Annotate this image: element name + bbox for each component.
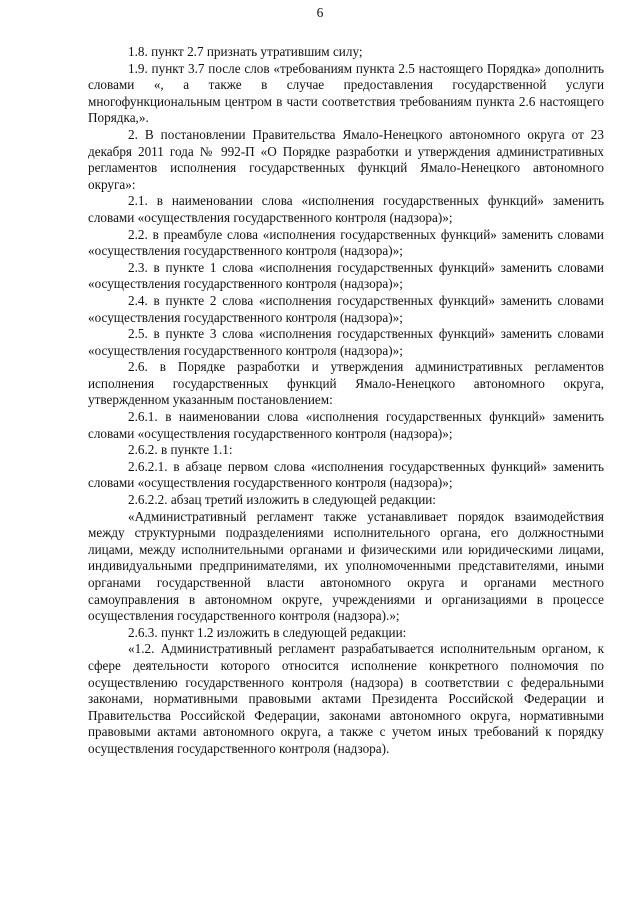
- paragraph-2-6-1: 2.6.1. в наименовании слова «исполнения государственных функций» заменить словами «осуществления государственного контроля (надзора)»;: [88, 409, 604, 441]
- paragraph-2-4: 2.4. в пункте 2 слова «исполнения государственных функций» заменить словами «осуществления государственного контроля (надзора)»;: [88, 292, 604, 325]
- paragraph-2: 2. В постановлении Правительства Ямало-Ненецкого автономного округа от 23 декабря 2011 года № 992-П «О Порядке разработки и утверждения административных регламентов исполнения государственных функций Ямало-Ненецкого автономного округа»:: [88, 126, 604, 192]
- paragraph-2-6-2-1: 2.6.2.1. в абзаце первом слова «исполнения государственных функций» заменить словами «осуществления государственного контроля (надзора)»;: [88, 458, 604, 491]
- paragraph-2-2: 2.2. в преамбуле слова «исполнения государственных функций» заменить словами «осуществления государственного контроля (надзора)»;: [88, 226, 604, 259]
- quoted-paragraph-administrative-regulation: «Административный регламент также устанавливает порядок взаимодействия между структурными подразделениями исполнительного органа, его должностными лицами, между исполнительными органами и физическими или юридическими лицами, индивидуальными предпринимателями, их уполномоченными представителями, иными органами государственной власти автономного округа и органами местного самоуправления в автономном округе, учреждениями и организациями в процессе осуществления государственного контроля (надзора).»;: [88, 508, 604, 624]
- paragraph-2-5: 2.5. в пункте 3 слова «исполнения государственных функций» заменить словами «осуществления государственного контроля (надзора)»;: [88, 326, 604, 358]
- paragraph-2-1: 2.1. в наименовании слова «исполнения государственных функций» заменить словами «осуществления государственного контроля (надзора)»;: [88, 193, 604, 225]
- page-number: 6: [316, 5, 324, 20]
- paragraph-2-6: 2.6. в Порядке разработки и утверждения административных регламентов исполнения государственных функций Ямало-Ненецкого автономного округа, утвержденном указанным постановлением:: [88, 359, 604, 408]
- paragraph-2-3: 2.3. в пункте 1 слова «исполнения государственных функций» заменить словами «осуществления государственного контроля (надзора)»;: [88, 259, 604, 292]
- document-body: [88, 44, 604, 758]
- quoted-paragraph-1-2: «1.2. Административный регламент разрабатывается исполнительным органом, к сфере деятельности которого относится исполнение конкретного полномочия по осуществлению государственного контроля (надзора) в соответствии с федеральными законами, нормативными правовыми актами Президента Российской Федерации и Правительства Российской Федерации, законами автономного округа, нормативными правовыми актами автономного округа, а также с учетом иных требований к порядку осуществления государственного контроля (надзора).: [88, 641, 604, 756]
- paragraph-2-6-3: 2.6.3. пункт 1.2 изложить в следующей редакции:: [128, 624, 407, 640]
- paragraph-1-9: 1.9. пункт 3.7 после слов «требованиям пункта 2.5 настоящего Порядка» дополнить словами «, а также в случае предоставления государственной услуги многофункциональным центром в части соответствия требованиям пункта 2.6 настоящего Порядка,».: [88, 60, 604, 126]
- paragraph-2-6-2: 2.6.2. в пункте 1.1:: [128, 442, 233, 458]
- paragraph-1-8: 1.8. пункт 2.7 признать утратившим силу;: [128, 44, 363, 59]
- paragraph-2-6-2-2: 2.6.2.2. абзац третий изложить в следующей редакции:: [128, 492, 436, 508]
